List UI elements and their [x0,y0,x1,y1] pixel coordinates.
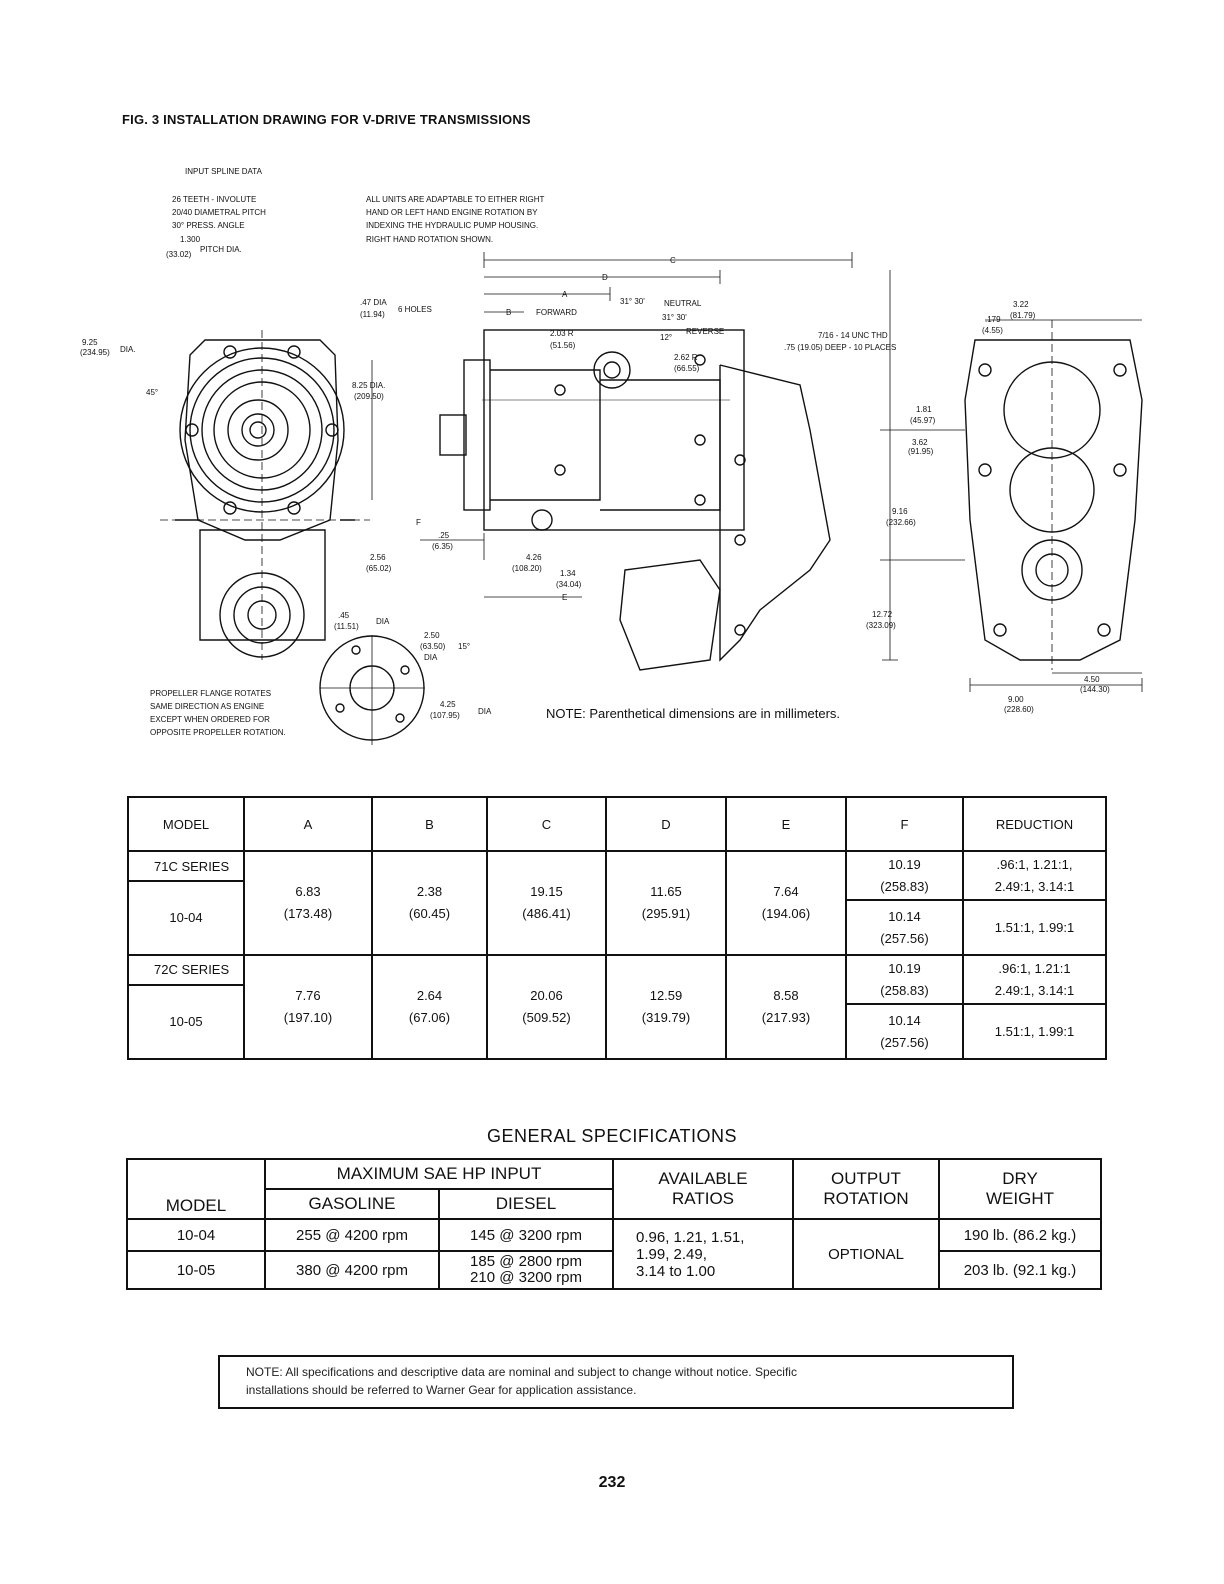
d450: 4.50 [1084,675,1100,684]
page-number: 232 [598,1474,626,1491]
d179: .179 [985,315,1001,324]
dia925-mm: (234.95) [80,348,110,357]
r203-mm: (51.56) [550,341,576,350]
d45: .45 [338,611,350,620]
angle-15: 15° [458,642,471,651]
table-row [127,1219,1101,1251]
label-f: F [416,518,421,527]
cell-f2: 10.14 (257.56) [846,1004,963,1059]
cell-reduction-1: .96:1, 1.21:1, 2.49:1, 3.14:1 [963,851,1106,900]
dia-word-2: DIA [376,617,390,626]
holes-mm: (11.94) [360,310,385,319]
d1272-mm: (323.09) [866,621,896,630]
cell-e: 8.58 (217.93) [726,955,846,1059]
col-e: E [726,797,846,851]
side-view [440,330,830,670]
cell-c: 20.06 (509.52) [487,955,606,1059]
d25: .25 [438,531,450,540]
gen-col-weight: DRY WEIGHT [939,1159,1101,1219]
disclaimer-line-1: NOTE: All specifications and descriptive data are nominal and subject to change without notice. Specific [246,1365,797,1379]
d322-mm: (81.79) [1010,311,1036,320]
rotation-note-2: HAND OR LEFT HAND ENGINE ROTATION BY [366,208,538,217]
d362: 3.62 [912,438,928,447]
label-e: E [562,593,568,602]
col-d: D [606,797,726,851]
angle-1: 31° 30' [620,297,645,306]
holes-count: 6 HOLES [398,305,432,314]
col-b: B [372,797,487,851]
d179-mm: (4.55) [982,326,1003,335]
label-c: C [670,256,676,265]
col-c: C [487,797,606,851]
gen-col-rotation: OUTPUT ROTATION [793,1159,939,1219]
r262: 2.62 R [674,353,698,362]
d916-mm: (232.66) [886,518,916,527]
cell-d: 12.59 (319.79) [606,955,726,1059]
deep-label: .75 (19.05) DEEP - 10 PLACES [784,343,897,352]
gen-header-row [127,1159,1101,1189]
spline-line-3: 30° PRESS. ANGLE [172,221,245,230]
rotation-note-3: INDEXING THE HYDRAULIC PUMP HOUSING. [366,221,539,230]
d426: 4.26 [526,553,542,562]
gen-ratios: 0.96, 1.21, 1.51, 1.99, 2.49, 3.14 to 1.00 [613,1219,793,1289]
dia-word-3: DIA [424,653,438,662]
cell-f1: 10.19 (258.83) [846,955,963,1004]
gen-col-max-hp: MAXIMUM SAE HP INPUT [265,1159,613,1189]
rear-view [965,320,1142,670]
general-specs-title: GENERAL SPECIFICATIONS [486,1126,738,1146]
col-reduction: REDUCTION [963,797,1106,851]
dia-word-4: DIA [478,707,492,716]
flange-view [320,635,425,745]
gen-model: 10-05 [127,1251,265,1289]
dia825-mm: (209.50) [354,392,384,401]
cell-reduction-2: 1.51:1, 1.99:1 [963,1004,1106,1059]
model-cell: 10-04 [128,881,244,955]
gen-col-gasoline: GASOLINE [265,1189,439,1219]
gen-rotation: OPTIONAL [793,1219,939,1289]
cell-f2: 10.14 (257.56) [846,900,963,955]
spline-line-1: 26 TEETH - INVOLUTE [172,195,257,204]
gen-model: 10-04 [127,1219,265,1251]
rotation-note-4: RIGHT HAND ROTATION SHOWN. [366,235,494,244]
gen-diesel: 185 @ 2800 rpm 210 @ 3200 rpm [439,1251,613,1289]
neutral-label: NEUTRAL [664,299,702,308]
cell-e: 7.64 (194.06) [726,851,846,955]
spline-line-4: 1.300 [180,235,201,244]
col-a: A [244,797,372,851]
dia925: 9.25 [82,338,98,347]
table-row [128,851,1106,881]
d256-mm: (65.02) [366,564,392,573]
d426-mm: (108.20) [512,564,542,573]
angle-2: 31° 30' [662,313,687,322]
millimeters-note: NOTE: Parenthetical dimensions are in millimeters. [546,706,841,721]
d181-mm: (45.97) [910,416,936,425]
series-label: 72C SERIES [128,955,244,985]
rotation-note-1: ALL UNITS ARE ADAPTABLE TO EITHER RIGHT [366,195,545,204]
d134: 1.34 [560,569,576,578]
r203: 2.03 R [550,329,574,338]
cell-a: 6.83 (173.48) [244,851,372,955]
gen-diesel: 145 @ 3200 rpm [439,1219,613,1251]
label-b: B [506,308,512,317]
gen-gasoline: 255 @ 4200 rpm [265,1219,439,1251]
d25-mm: (6.35) [432,542,453,551]
drawing-svg [80,140,1160,760]
reverse-label: REVERSE [686,327,725,336]
flange-note-1: PROPELLER FLANGE ROTATES [150,689,272,698]
dims-header-row [128,797,1106,851]
cell-d: 11.65 (295.91) [606,851,726,955]
table-row [128,955,1106,985]
dia-word: DIA. [120,345,136,354]
label-a: A [562,290,568,299]
cell-f1: 10.19 (258.83) [846,851,963,900]
d450-mm: (144.30) [1080,685,1110,694]
gen-gasoline: 380 @ 4200 rpm [265,1251,439,1289]
gen-col-model: MODEL [127,1159,265,1219]
dimensions-table [127,796,1107,1060]
label-d: D [602,273,608,282]
thread-label: 7/16 - 14 UNC THD [818,331,888,340]
d181: 1.81 [916,405,932,414]
flange-note-2: SAME DIRECTION AS ENGINE [150,702,265,711]
d362-mm: (91.95) [908,447,934,456]
gen-col-diesel: DIESEL [439,1189,613,1219]
flange-note-4: OPPOSITE PROPELLER ROTATION. [150,728,286,737]
figure-title: FIG. 3 INSTALLATION DRAWING FOR V-DRIVE TRANSMISSIONS [122,112,531,127]
dia825: 8.25 DIA. [352,381,386,390]
cell-c: 19.15 (486.41) [487,851,606,955]
general-specs-table [126,1158,1102,1290]
r262-mm: (66.55) [674,364,700,373]
d322: 3.22 [1013,300,1029,309]
spline-line-6: PITCH DIA. [200,245,242,254]
d425: 4.25 [440,700,456,709]
spline-line-5: (33.02) [166,250,192,259]
gen-col-ratios: AVAILABLE RATIOS [613,1159,793,1219]
angle-3: 12° [660,333,673,342]
gen-weight: 203 lb. (92.1 kg.) [939,1251,1101,1289]
cell-reduction-2: 1.51:1, 1.99:1 [963,900,1106,955]
installation-drawing [80,140,1160,760]
gen-weight: 190 lb. (86.2 kg.) [939,1219,1101,1251]
cell-a: 7.76 (197.10) [244,955,372,1059]
spline-line-2: 20/40 DIAMETRAL PITCH [172,208,266,217]
cell-reduction-1: .96:1, 1.21:1 2.49:1, 3.14:1 [963,955,1106,1004]
d916: 9.16 [892,507,908,516]
d250-mm: (63.50) [420,642,446,651]
cell-b: 2.64 (67.06) [372,955,487,1059]
d45-mm: (11.51) [334,622,359,631]
angle-45: 45° [146,388,159,397]
flange-note-3: EXCEPT WHEN ORDERED FOR [150,715,270,724]
d134-mm: (34.04) [556,580,582,589]
cell-b: 2.38 (60.45) [372,851,487,955]
d256: 2.56 [370,553,386,562]
col-model: MODEL [128,797,244,851]
col-f: F [846,797,963,851]
forward-label: FORWARD [536,308,577,317]
series-label: 71C SERIES [128,851,244,881]
d250: 2.50 [424,631,440,640]
holes-label: .47 DIA [360,298,387,307]
disclaimer-note [218,1355,1014,1409]
model-cell: 10-05 [128,985,244,1059]
d900-mm: (228.60) [1004,705,1034,714]
spline-header: INPUT SPLINE DATA [185,167,262,176]
d425-mm: (107.95) [430,711,460,720]
d1272: 12.72 [872,610,893,619]
d900: 9.00 [1008,695,1024,704]
disclaimer-line-2: installations should be referred to Warner Gear for application assistance. [246,1383,637,1397]
